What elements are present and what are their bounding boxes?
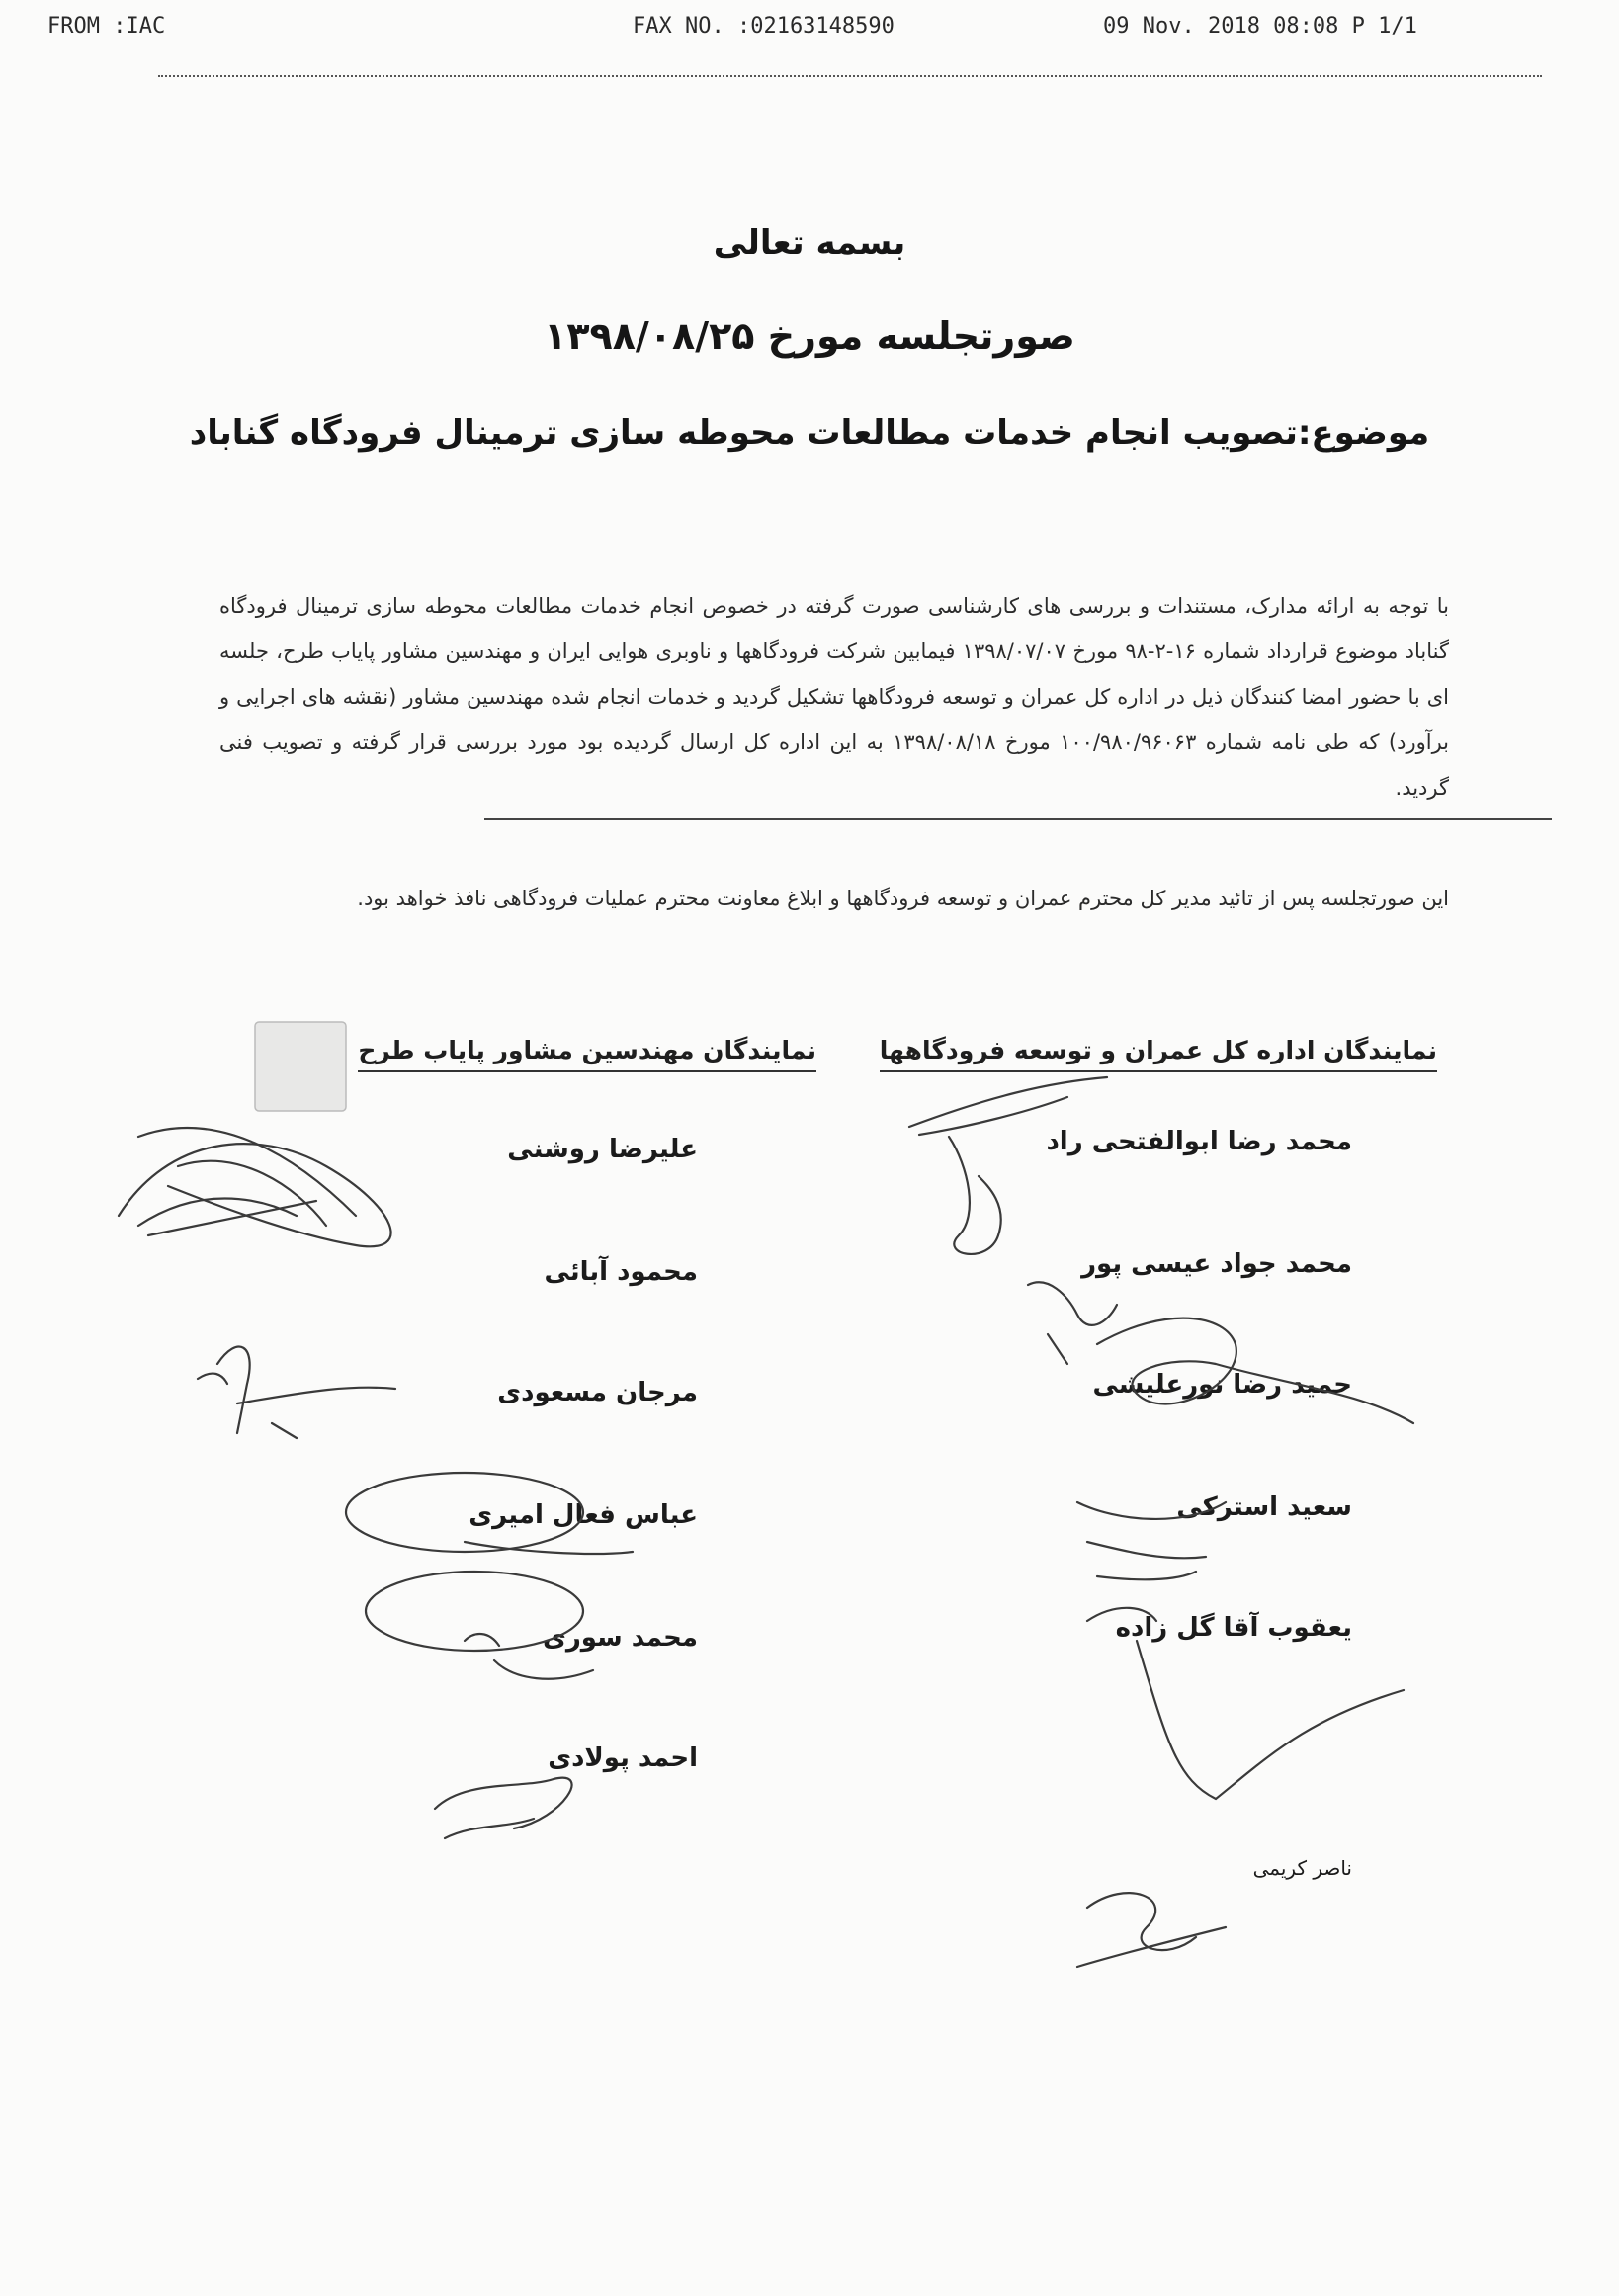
directorate-member: محمد جواد عیسی پور [1081,1249,1352,1279]
consultant-member: احمد پولادی [548,1743,698,1773]
fax-header [0,14,1619,53]
company-stamp [255,1022,346,1111]
directorate-member: ناصر کریمی [1252,1856,1352,1880]
paragraph-divider [484,818,1552,820]
consultant-member: عباس فعال امیری [469,1500,698,1530]
fax-sender: FROM :IAC [47,14,166,39]
bismillah-heading: بسمه تعالی [713,223,906,263]
consultant-member: مرجان مسعودی [497,1378,698,1407]
consultant-member: محمود آبائی [544,1257,698,1287]
consultant-member: علیرضا روشنی [507,1135,698,1164]
directorate-member: سعید استرکی [1176,1492,1352,1522]
fax-date-page: 09 Nov. 2018 08:08 P 1/1 [1103,14,1417,39]
body-paragraph-1: با توجه به ارائه مدارک، مستندات و بررسی های کارشناسی صورت گرفته در خصوص انجام خدمات مطالعات محوطه سازی ترمینال فرودگاه گناباد موضوع قرارداد شماره ۱۶-۲-۹۸ مورخ ۱۳۹۸/۰۷/۰۷ فیمابین شرکت فرودگاهها و ناوبری هوایی ایران و مهندسین مشاور پایاب طرح، جلسه ای با حضور امضا کنندگان ذیل در اداره کل عمران و توسعه فرودگاهها تشکیل گردید و خدمات انجام شده مهندسین مشاور (نقشه های اجرایی و برآورد) که طی نامه شماره ۱۰۰/۹۸۰/۹۶۰۶۳ مورخ ۱۳۹۸/۰۸/۱۸ به این اداره کل ارسال گردیده بود مورد بررسی قرار گرفته و تصویب فنی گردید. [219,594,1449,800]
header-divider [158,75,1542,77]
directorate-member: حمید رضا نورعلیشی [1092,1370,1352,1400]
directorate-member: یعقوب آقا گل زاده [1115,1613,1352,1643]
body-paragraph-2: این صورتجلسه پس از تائید مدیر کل محترم عمران و توسعه فرودگاهها و ابلاغ معاونت محترم عملیات فرودگاهی نافذ خواهد بود. [357,887,1449,910]
directorate-member: محمد رضا ابوالفتحی راد [1046,1127,1352,1156]
consultant-signatures [119,1128,633,1838]
fax-number: FAX NO. :02163148590 [633,14,895,39]
directorate-signatures [909,1077,1413,1967]
subject-line: موضوع:تصویب انجام خدمات مطالعات محوطه سازی ترمینال فرودگاه گناباد [189,413,1430,453]
minutes-title: صورتجلسه مورخ ۱۳۹۸/۰۸/۲۵ [544,314,1075,358]
directorate-representatives-heading: نمایندگان اداره کل عمران و توسعه فرودگاهها [879,1036,1437,1064]
consultant-representatives-heading: نمایندگان مهندسین مشاور پایاب طرح [358,1036,816,1064]
consultant-member: محمد سوری [542,1623,698,1653]
